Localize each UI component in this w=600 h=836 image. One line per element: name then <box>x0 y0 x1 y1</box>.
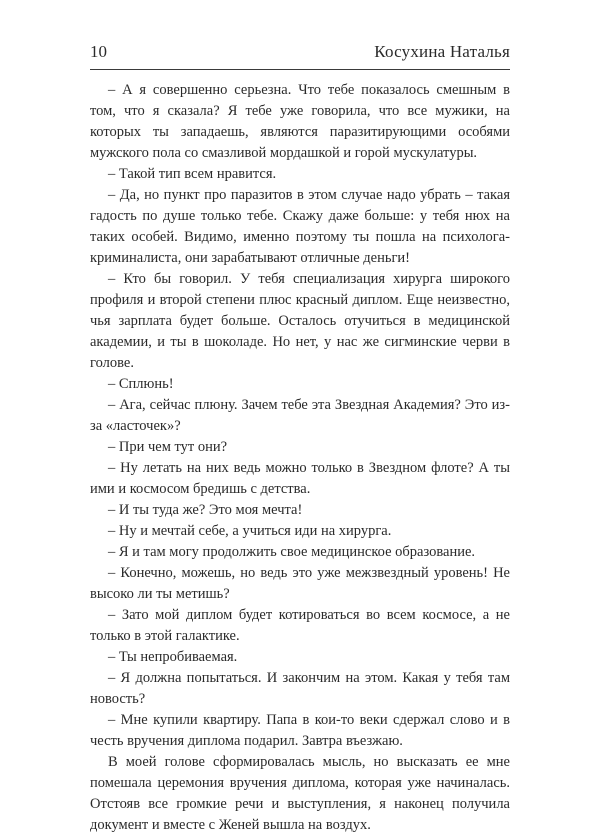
paragraph: – Ну и мечтай себе, а учиться иди на хирурга. <box>108 523 392 539</box>
paragraph: – Ну летать на них ведь можно только в Звездном флоте? А ты ими и космосом бредишь с детства. <box>90 460 510 497</box>
paragraph: – Такой тип всем нравится. <box>108 166 277 182</box>
paragraph: – При чем тут они? <box>108 439 228 455</box>
paragraph: – Я и там могу продолжить свое медицинское образование. <box>108 544 476 560</box>
paragraph: – И ты туда же? Это моя мечта! <box>108 502 303 518</box>
page-number: 10 <box>90 42 107 61</box>
paragraph: – Кто бы говорил. У тебя специализация хирурга широкого профиля и второй степени плюс красный диплом. Еще неизвестно, чья зарплата будет больше. Осталось отучиться в медицинской академии, и ты в шоколаде. Но нет, у нас же сигминские черви в голове. <box>90 271 510 371</box>
running-head-author: Косухина Наталья <box>374 42 510 61</box>
paragraph: – Сплюнь! <box>108 376 174 392</box>
paragraph: – Мне купили квартиру. Папа в кои-то веки сдержал слово и в честь вручения диплома подарил. Завтра въезжаю. <box>90 712 510 749</box>
header-divider <box>90 69 510 70</box>
paragraph: – Ты непробиваемая. <box>108 649 238 665</box>
paragraph: – А я совершенно серьезна. Что тебе показалось смешным в том, что я сказала? Я тебе уже говорила, что все мужики, на которых ты западаешь, являются паразитирующими особями мужского пола со смазливой мордашкой и горой мускулатуры. <box>90 82 510 161</box>
paragraph: – Да, но пункт про паразитов в этом случае надо убрать – такая гадость по душе только тебе. Скажу даже больше: у тебя нюх на таких особей. Видимо, именно поэтому ты пошла на психолога-криминалиста, они зарабатывают отличные деньги! <box>90 187 510 266</box>
paragraph: – Зато мой диплом будет котироваться во всем космосе, а не только в этой галактике. <box>90 607 510 644</box>
paragraph: – Я должна попытаться. И закончим на этом. Какая у тебя там новость? <box>90 670 510 707</box>
paragraph: В моей голове сформировалась мысль, но высказать ее мне помешала церемония вручения диплома, которая уже начиналась. Отстояв все громкие речи и выступления, я наконец получила документ и вместе с Женей вышла на воздух. <box>90 754 510 833</box>
body-text <box>90 80 510 836</box>
page-header <box>90 40 510 64</box>
paragraph: – Ага, сейчас плюну. Зачем тебе эта Звездная Академия? Это из-за «ласточек»? <box>90 397 510 434</box>
paragraph: – Конечно, можешь, но ведь это уже межзвездный уровень! Не высоко ли ты метишь? <box>90 565 510 602</box>
